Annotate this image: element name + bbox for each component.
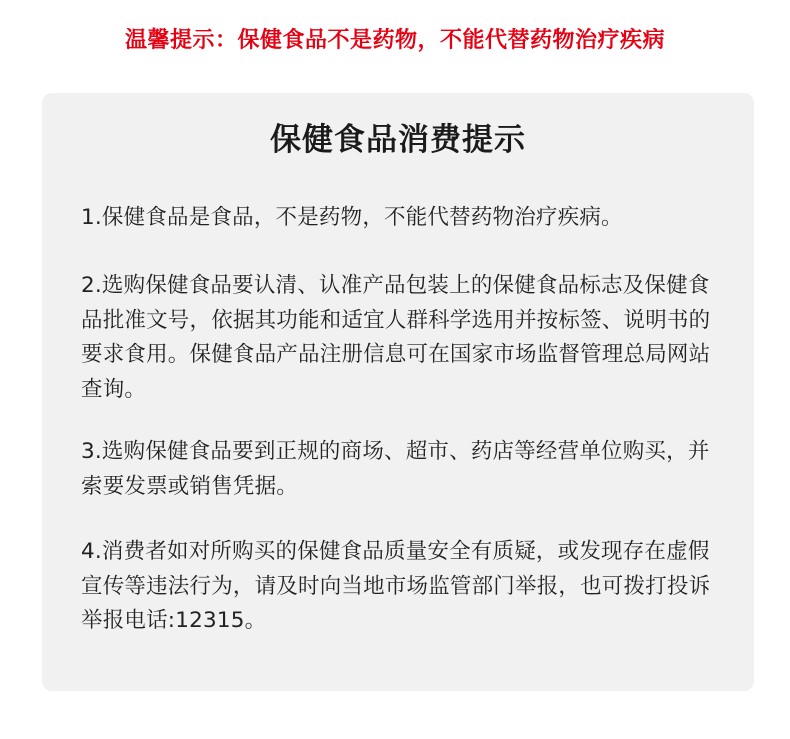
card-title: 保健食品消费提示: [270, 122, 526, 158]
notice-item-1: 1.保健食品是食品，不是药物，不能代替药物治疗疾病。: [81, 205, 623, 230]
notice-item-3: 3.选购保健食品要到正规的商场、超市、药店等经营单位购买，并索要发票或销售凭据。: [81, 439, 710, 499]
notice-item-2: 2.选购保健食品要认清、认准产品包装上的保健食品标志及保健食品批准文号，依据其功能和适宜人群科学选用并按标签、说明书的要求食用。保健食品产品注册信息可在国家市场监督管理总局网站查询。: [81, 273, 711, 402]
warning-banner: 温馨提示：保健食品不是药物，不能代替药物治疗疾病: [124, 28, 665, 53]
notice-item-4: 4.消费者如对所购买的保健食品质量安全有质疑，或发现存在虚假宣传等违法行为，请及时向当地市场监管部门举报，也可拨打投诉举报电话:12315。: [81, 539, 711, 633]
